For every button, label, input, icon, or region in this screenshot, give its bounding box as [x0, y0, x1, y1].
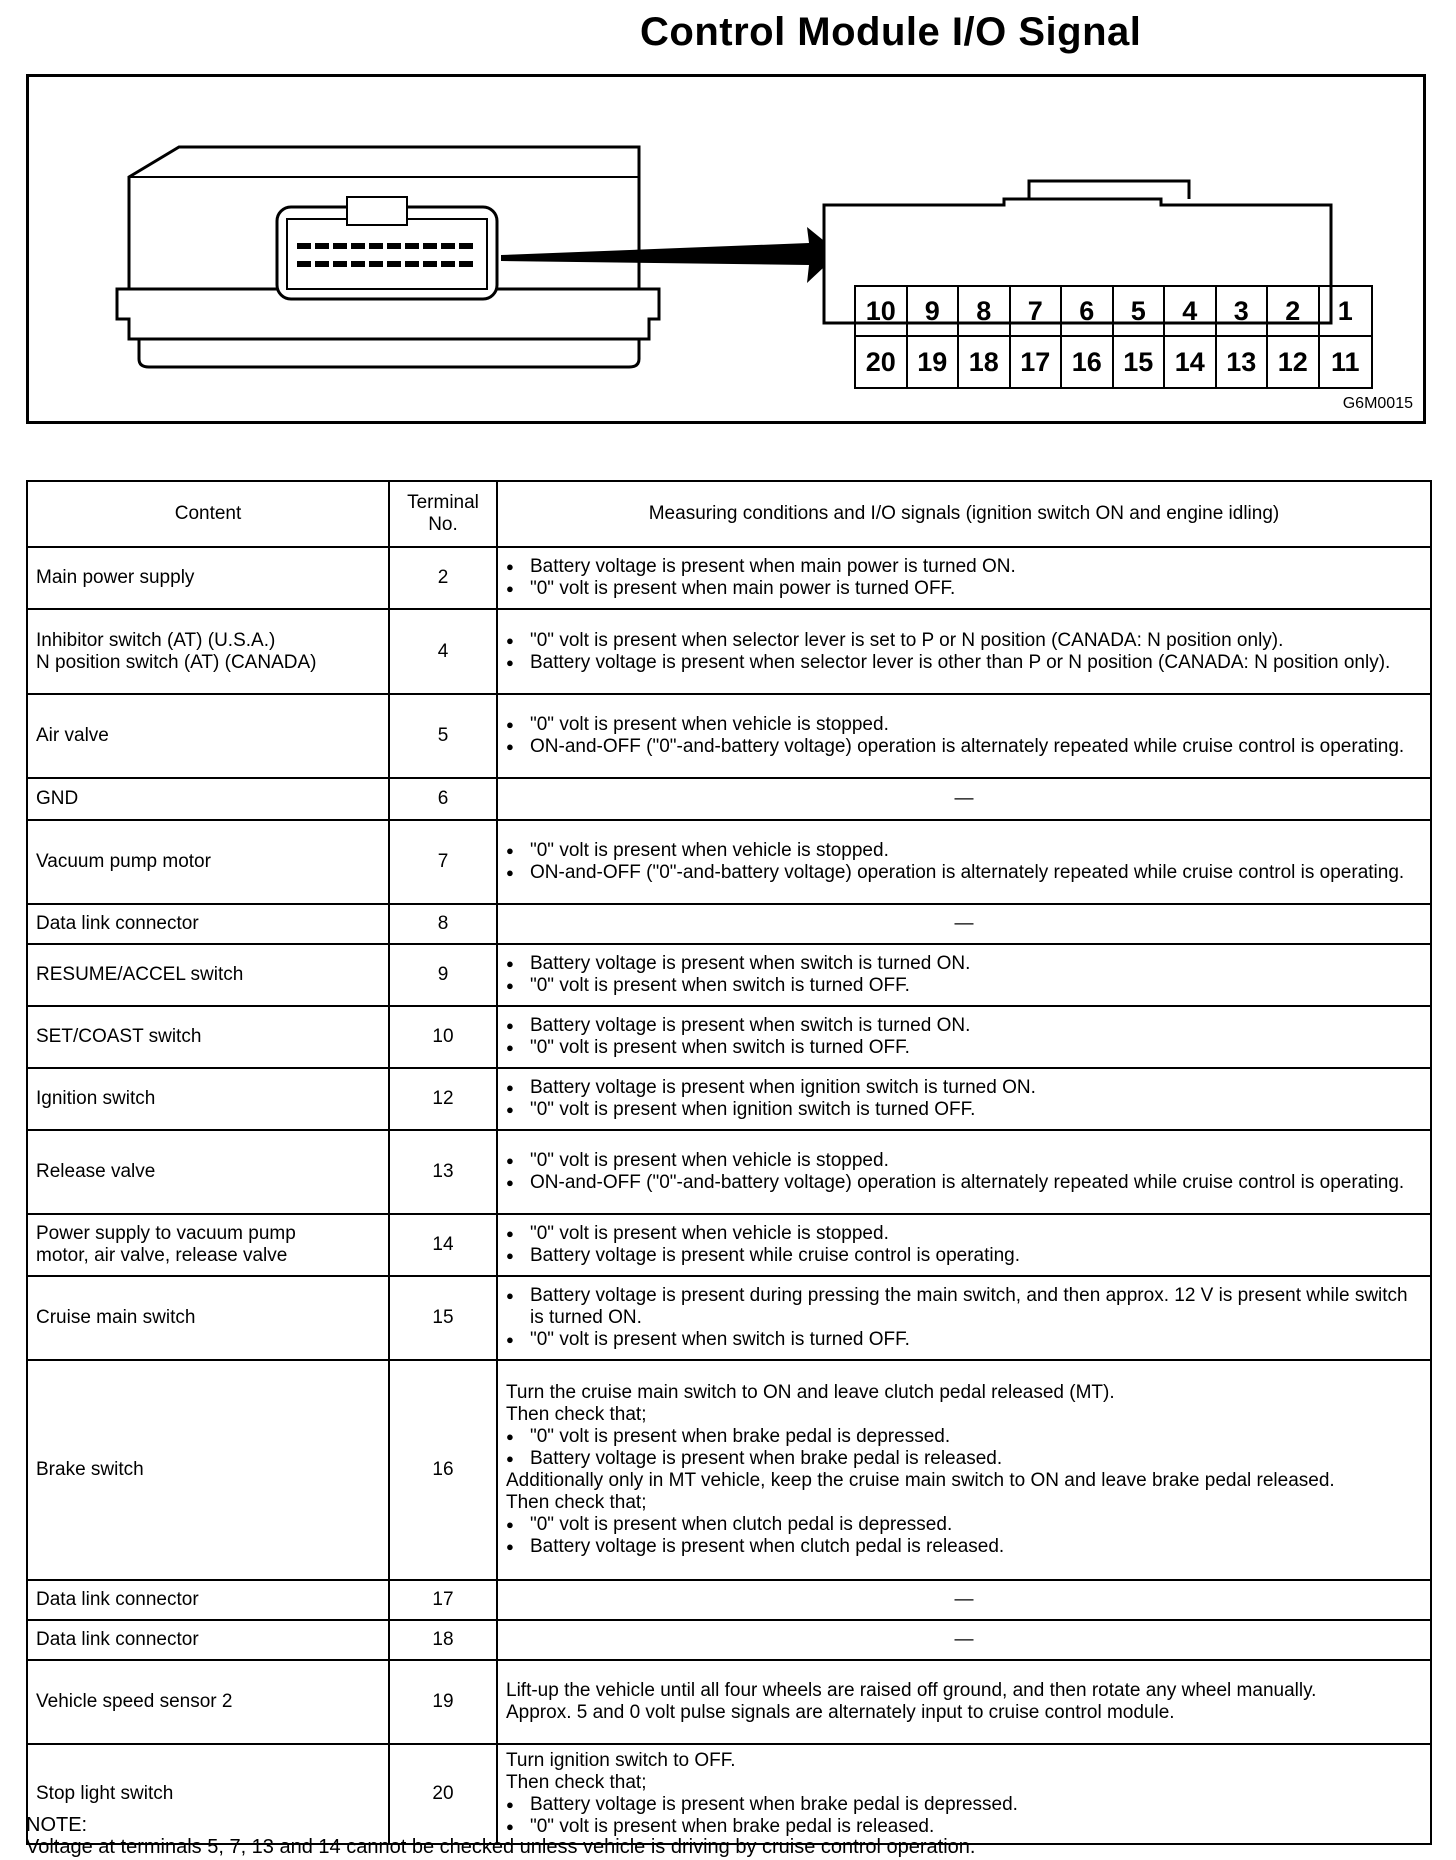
bullet-text: "0" volt is present when clutch pedal is depressed. [530, 1514, 953, 1535]
bullet-text: "0" volt is present when vehicle is stopped. [530, 714, 889, 735]
connector-pin: 7 [1011, 287, 1063, 337]
bullet-icon: ● [506, 956, 514, 971]
condition-line: Then check that; [506, 1404, 647, 1425]
bullet-text: "0" volt is present when switch is turned OFF. [530, 1037, 910, 1058]
bullet-text: Battery voltage is present when switch is turned ON. [530, 1015, 971, 1036]
bullet-text: "0" volt is present when vehicle is stopped. [530, 1223, 889, 1244]
connector-pin: 1 [1320, 287, 1372, 337]
bullet-line [506, 1816, 1422, 1838]
bullet-icon: ● [506, 1451, 514, 1466]
bullet-text: Battery voltage is present when main power is turned ON. [530, 556, 1016, 577]
bullet-line [506, 736, 1422, 758]
table-row [27, 1580, 1431, 1620]
row-content: Data link connector [27, 1580, 389, 1620]
bullet-icon: ● [506, 1102, 514, 1117]
row-conditions [497, 1744, 1431, 1844]
row-terminal: 18 [389, 1620, 497, 1660]
module-bottom [139, 339, 639, 367]
row-content: SET/COAST switch [27, 1006, 389, 1068]
io-signal-table [26, 480, 1432, 1845]
row-content: Data link connector [27, 904, 389, 944]
row-content: Data link connector [27, 1620, 389, 1660]
connector-pin: 18 [959, 337, 1011, 387]
row-content: Inhibitor switch (AT) (U.S.A.) N position switch (AT) (CANADA) [27, 609, 389, 694]
bullet-icon: ● [506, 843, 514, 858]
connector-pin: 12 [1268, 337, 1320, 387]
table-row [27, 1276, 1431, 1360]
bullet-icon: ● [506, 739, 514, 754]
row-terminal: 14 [389, 1214, 497, 1276]
table-row [27, 547, 1431, 609]
bullet-text: Battery voltage is present when brake pedal is released. [530, 1448, 1003, 1469]
condition-line: Turn ignition switch to OFF. [506, 1750, 736, 1771]
module-socket-inner [287, 219, 487, 289]
bullet-line [506, 556, 1422, 578]
row-terminal: 20 [389, 1744, 497, 1844]
table-row [27, 820, 1431, 904]
bullet-line [506, 840, 1422, 862]
bullet-text: "0" volt is present when brake pedal is depressed. [530, 1426, 951, 1447]
bullet-text: ON-and-OFF ("0"-and-battery voltage) operation is alternately repeated while cruise control is operating. [530, 862, 1405, 883]
bullet-text: "0" volt is present when ignition switch is turned OFF. [530, 1099, 976, 1120]
bullet-text: ON-and-OFF ("0"-and-battery voltage) operation is alternately repeated while cruise control is operating. [530, 1172, 1405, 1193]
row-terminal: 7 [389, 820, 497, 904]
bullet-line [506, 652, 1422, 674]
header-conditions: Measuring conditions and I/O signals (ignition switch ON and engine idling) [497, 481, 1431, 547]
row-conditions [497, 1276, 1431, 1360]
bullet-icon: ● [506, 581, 514, 596]
row-conditions [497, 1130, 1431, 1214]
row-terminal: 12 [389, 1068, 497, 1130]
row-content: GND [27, 778, 389, 820]
row-conditions [497, 1068, 1431, 1130]
condition-line: Additionally only in MT vehicle, keep the cruise main switch to ON and leave brake pedal released. [506, 1470, 1335, 1491]
row-conditions [497, 1214, 1431, 1276]
bullet-icon: ● [506, 1080, 514, 1095]
module-socket-latch [347, 197, 407, 225]
row-conditions [497, 547, 1431, 609]
row-terminal: 6 [389, 778, 497, 820]
row-conditions [497, 1660, 1431, 1744]
bullet-icon: ● [506, 1819, 514, 1834]
table-row [27, 1620, 1431, 1660]
bullet-icon: ● [506, 1332, 514, 1347]
row-content: Stop light switch [27, 1744, 389, 1844]
note-text: Voltage at terminals 5, 7, 13 and 14 cannot be checked unless vehicle is driving by cruise control operation. [26, 1836, 976, 1858]
bullet-text: "0" volt is present when switch is turned OFF. [530, 1329, 910, 1350]
row-conditions [497, 1360, 1431, 1580]
table-row [27, 1744, 1431, 1844]
connector-pin: 3 [1217, 287, 1269, 337]
header-content: Content [27, 481, 389, 547]
row-terminal: 8 [389, 904, 497, 944]
row-content: Main power supply [27, 547, 389, 609]
bullet-line [506, 1536, 1422, 1558]
figure-code: G6M0015 [1342, 395, 1413, 412]
page-title: Control Module I/O Signal [640, 10, 1142, 54]
row-conditions [497, 609, 1431, 694]
row-conditions: — [497, 778, 1431, 820]
bullet-text: "0" volt is present when vehicle is stopped. [530, 1150, 889, 1171]
note-label: NOTE: [26, 1814, 88, 1836]
table-row [27, 1214, 1431, 1276]
bullet-icon: ● [506, 1517, 514, 1532]
bullet-text: ON-and-OFF ("0"-and-battery voltage) operation is alternately repeated while cruise control is operating. [530, 736, 1405, 757]
bullet-line [506, 1099, 1422, 1121]
connector-pin: 10 [856, 287, 908, 337]
bullet-text: "0" volt is present when main power is turned OFF. [530, 578, 956, 599]
row-conditions [497, 820, 1431, 904]
bullet-text: "0" volt is present when vehicle is stopped. [530, 840, 889, 861]
bullet-text: Battery voltage is present when ignition switch is turned ON. [530, 1077, 1036, 1098]
table-row [27, 694, 1431, 778]
row-content: Vacuum pump motor [27, 820, 389, 904]
connector-pin: 20 [856, 337, 908, 387]
bullet-line [506, 1172, 1422, 1194]
connector-pin: 19 [908, 337, 960, 387]
table-body [27, 547, 1431, 1844]
table-row [27, 1068, 1431, 1130]
connector-pin: 16 [1062, 337, 1114, 387]
bullet-icon: ● [506, 1226, 514, 1241]
table-row [27, 778, 1431, 820]
row-terminal: 2 [389, 547, 497, 609]
bullet-icon: ● [506, 1288, 514, 1303]
row-content: Air valve [27, 694, 389, 778]
bullet-line [506, 1514, 1422, 1536]
connector-pin: 13 [1217, 337, 1269, 387]
bullet-line [506, 630, 1422, 652]
table-row [27, 609, 1431, 694]
bullet-line [506, 1150, 1422, 1172]
row-terminal: 10 [389, 1006, 497, 1068]
bullet-line [506, 1329, 1422, 1351]
bullet-icon: ● [506, 1018, 514, 1033]
table-row [27, 944, 1431, 1006]
connector-pin-grid [854, 285, 1373, 389]
bullet-text: "0" volt is present when brake pedal is released. [530, 1816, 935, 1837]
bullet-line [506, 1448, 1422, 1470]
bullet-icon: ● [506, 1429, 514, 1444]
row-conditions [497, 1006, 1431, 1068]
bullet-icon: ● [506, 632, 514, 648]
connector-pin: 8 [959, 287, 1011, 337]
bullet-line [506, 1285, 1422, 1329]
row-content: Power supply to vacuum pump motor, air valve, release valve [27, 1214, 389, 1276]
bullet-icon: ● [506, 1175, 514, 1190]
row-terminal: 4 [389, 609, 497, 694]
bullet-line [506, 714, 1422, 736]
bullet-line [506, 1245, 1422, 1267]
row-terminal: 19 [389, 1660, 497, 1744]
bullet-icon: ● [506, 865, 514, 880]
bullet-line [506, 1426, 1422, 1448]
row-terminal: 9 [389, 944, 497, 1006]
table-row [27, 1360, 1431, 1580]
connector-pin: 2 [1268, 287, 1320, 337]
row-conditions [497, 694, 1431, 778]
connector-pin: 6 [1062, 287, 1114, 337]
bullet-text: "0" volt is present when switch is turned OFF. [530, 975, 910, 996]
connector-pin: 11 [1330, 346, 1360, 377]
bullet-line [506, 1077, 1422, 1099]
row-terminal: 15 [389, 1276, 497, 1360]
row-content: Brake switch [27, 1360, 389, 1580]
connector-figure [26, 74, 1426, 424]
table-row [27, 1130, 1431, 1214]
bullet-text: Battery voltage is present when selector lever is other than P or N position (CANADA: N position only). [530, 651, 1391, 673]
connector-pin: 14 [1165, 337, 1217, 387]
row-terminal: 13 [389, 1130, 497, 1214]
connector-pin: 17 [1011, 337, 1063, 387]
row-conditions: — [497, 1620, 1431, 1660]
condition-line: Then check that; [506, 1492, 647, 1513]
condition-line: Then check that; [506, 1772, 647, 1793]
bullet-text: "0" volt is present when selector lever is set to P or N position (CANADA: N position only). [530, 629, 1284, 651]
bullet-icon: ● [506, 559, 514, 574]
row-conditions: — [497, 904, 1431, 944]
table-row [27, 1006, 1431, 1068]
condition-line: Lift-up the vehicle until all four wheels are raised off ground, and then rotate any wheel manually. [506, 1680, 1317, 1701]
bullet-icon: ● [506, 1248, 514, 1263]
bullet-line [506, 975, 1422, 997]
bullet-icon: ● [506, 1040, 514, 1055]
row-content: Cruise main switch [27, 1276, 389, 1360]
connector-pin: 15 [1114, 337, 1166, 387]
connector-latch [1029, 181, 1189, 199]
table-header-row [27, 481, 1431, 547]
row-terminal: 16 [389, 1360, 497, 1580]
bullet-icon: ● [506, 1539, 514, 1554]
condition-line: Approx. 5 and 0 volt pulse signals are alternately input to cruise control module. [506, 1702, 1175, 1723]
bullet-icon: ● [506, 717, 514, 732]
bullet-text: Battery voltage is present during pressing the main switch, and then approx. 12 V is present while switch is turned ON. [530, 1285, 1408, 1328]
table-row [27, 904, 1431, 944]
connector-pin: 5 [1114, 287, 1166, 337]
bullet-line [506, 1223, 1422, 1245]
bullet-icon: ● [506, 1153, 514, 1168]
condition-line: Turn the cruise main switch to ON and leave clutch pedal released (MT). [506, 1382, 1115, 1403]
bullet-text: Battery voltage is present while cruise control is operating. [530, 1245, 1021, 1266]
bullet-line [506, 953, 1422, 975]
bullet-icon: ● [506, 978, 514, 993]
row-content: Vehicle speed sensor 2 [27, 1660, 389, 1744]
connector-pin: 9 [908, 287, 960, 337]
row-terminal: 17 [389, 1580, 497, 1620]
bullet-icon: ● [506, 654, 514, 670]
bullet-line [506, 862, 1422, 884]
bullet-text: Battery voltage is present when brake pedal is depressed. [530, 1794, 1018, 1815]
header-terminal: Terminal No. [389, 481, 497, 547]
bullet-line [506, 1037, 1422, 1059]
connector-pin: 4 [1165, 287, 1217, 337]
bullet-line [506, 1794, 1422, 1816]
bullet-text: Battery voltage is present when clutch pedal is released. [530, 1536, 1005, 1557]
bullet-text: Battery voltage is present when switch is turned ON. [530, 953, 971, 974]
row-conditions: — [497, 1580, 1431, 1620]
bullet-line [506, 578, 1422, 600]
table-row [27, 1660, 1431, 1744]
row-content: Ignition switch [27, 1068, 389, 1130]
bullet-icon: ● [506, 1797, 514, 1812]
row-terminal: 5 [389, 694, 497, 778]
row-content: RESUME/ACCEL switch [27, 944, 389, 1006]
row-conditions [497, 944, 1431, 1006]
bullet-line [506, 1015, 1422, 1037]
row-content: Release valve [27, 1130, 389, 1214]
